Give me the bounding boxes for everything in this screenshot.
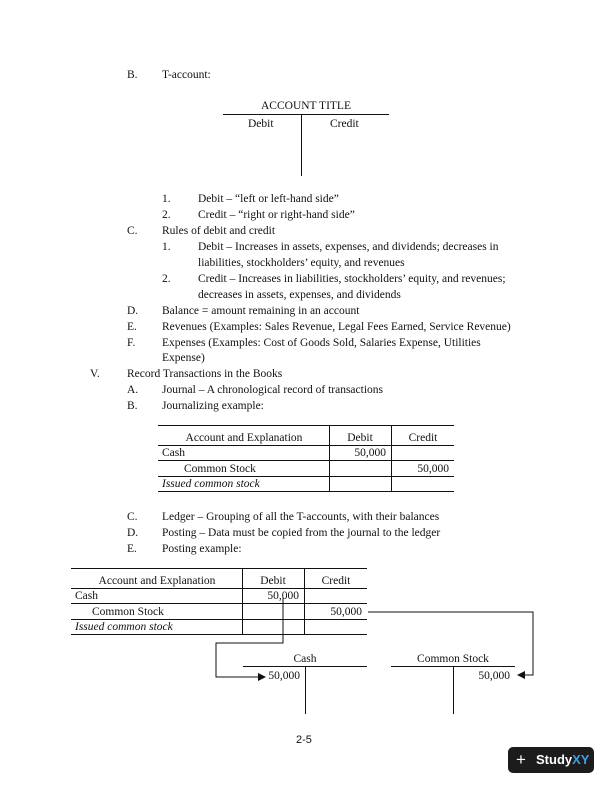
table-cell-account: Common Stock [184,463,256,475]
ledger-cash-amount: 50,000 [268,670,300,682]
list-item: Debit – “left or left-hand side” [198,193,339,205]
brand-xy: XY [572,752,590,767]
list-item-continuation: decreases in assets, expenses, and dividends [198,289,401,301]
table-cell-credit: 50,000 [417,463,449,475]
list-item: Balance = amount remaining in an account [162,305,360,317]
column-header: Debit [347,432,373,444]
list-marker: A. [127,384,139,396]
list-marker: E. [127,543,137,555]
list-item: Journalizing example: [162,400,264,412]
list-marker: 2. [162,273,171,285]
list-item: Credit – Increases in liabilities, stockholders’ equity, and revenues; [198,273,506,285]
list-marker: C. [127,511,138,523]
list-item: Debit – Increases in assets, expenses, and dividends; decreases in [198,241,499,253]
section-marker: B. [127,69,138,81]
list-marker: E. [127,321,137,333]
table-cell-explanation: Issued common stock [75,621,173,633]
list-item: Journal – A chronological record of transactions [162,384,383,396]
list-item: Expenses (Examples: Cost of Goods Sold, Salaries Expense, Utilities [162,337,481,349]
brand-name [536,753,589,767]
list-item-continuation: Expense) [162,352,205,364]
column-header: Credit [408,432,438,444]
table-cell-account: Cash [162,447,185,459]
table-cell-account: Cash [75,590,98,602]
column-header: Account and Explanation [98,575,216,587]
section-heading: T-account: [162,69,211,81]
list-item: Posting – Data must be copied from the journal to the ledger [162,527,441,539]
table-cell-explanation: Issued common stock [162,478,260,490]
list-marker: F. [127,337,136,349]
list-marker: V. [90,368,100,380]
t-account-debit-label: Debit [248,118,274,130]
t-account-center-line [305,666,306,714]
list-item: Ledger – Grouping of all the T-accounts, with their balances [162,511,440,523]
page-number: 2-5 [296,734,312,746]
list-item-continuation: liabilities, stockholders’ equity, and revenues [198,257,405,269]
t-account-credit-label: Credit [330,118,359,130]
list-item: Credit – “right or right-hand side” [198,209,355,221]
studyxy-badge[interactable] [508,747,594,773]
ledger-title-cash: Cash [293,653,317,665]
column-header: Credit [321,575,351,587]
ledger-common-stock-amount: 50,000 [478,670,510,682]
list-marker: 1. [162,241,171,253]
list-marker: C. [127,225,138,237]
list-marker: D. [127,305,139,317]
column-header: Debit [260,575,286,587]
brand-study: Study [536,752,573,767]
list-marker: B. [127,400,138,412]
table-cell-account: Common Stock [92,606,164,618]
list-marker: D. [127,527,139,539]
t-account-title: ACCOUNT TITLE [261,100,351,112]
list-marker: 1. [162,193,171,205]
t-account-center-line [453,666,454,714]
list-item: Revenues (Examples: Sales Revenue, Legal Fees Earned, Service Revenue) [162,321,511,333]
list-item: Rules of debit and credit [162,225,276,237]
list-item: Record Transactions in the Books [127,368,283,380]
table-cell-credit: 50,000 [330,606,362,618]
plus-icon: + [516,750,526,769]
list-item: Posting example: [162,543,242,555]
table-cell-debit: 50,000 [267,590,299,602]
ledger-title-common-stock: Common Stock [417,653,489,665]
table-cell-debit: 50,000 [354,447,386,459]
list-marker: 2. [162,209,171,221]
column-header: Account and Explanation [185,432,303,444]
